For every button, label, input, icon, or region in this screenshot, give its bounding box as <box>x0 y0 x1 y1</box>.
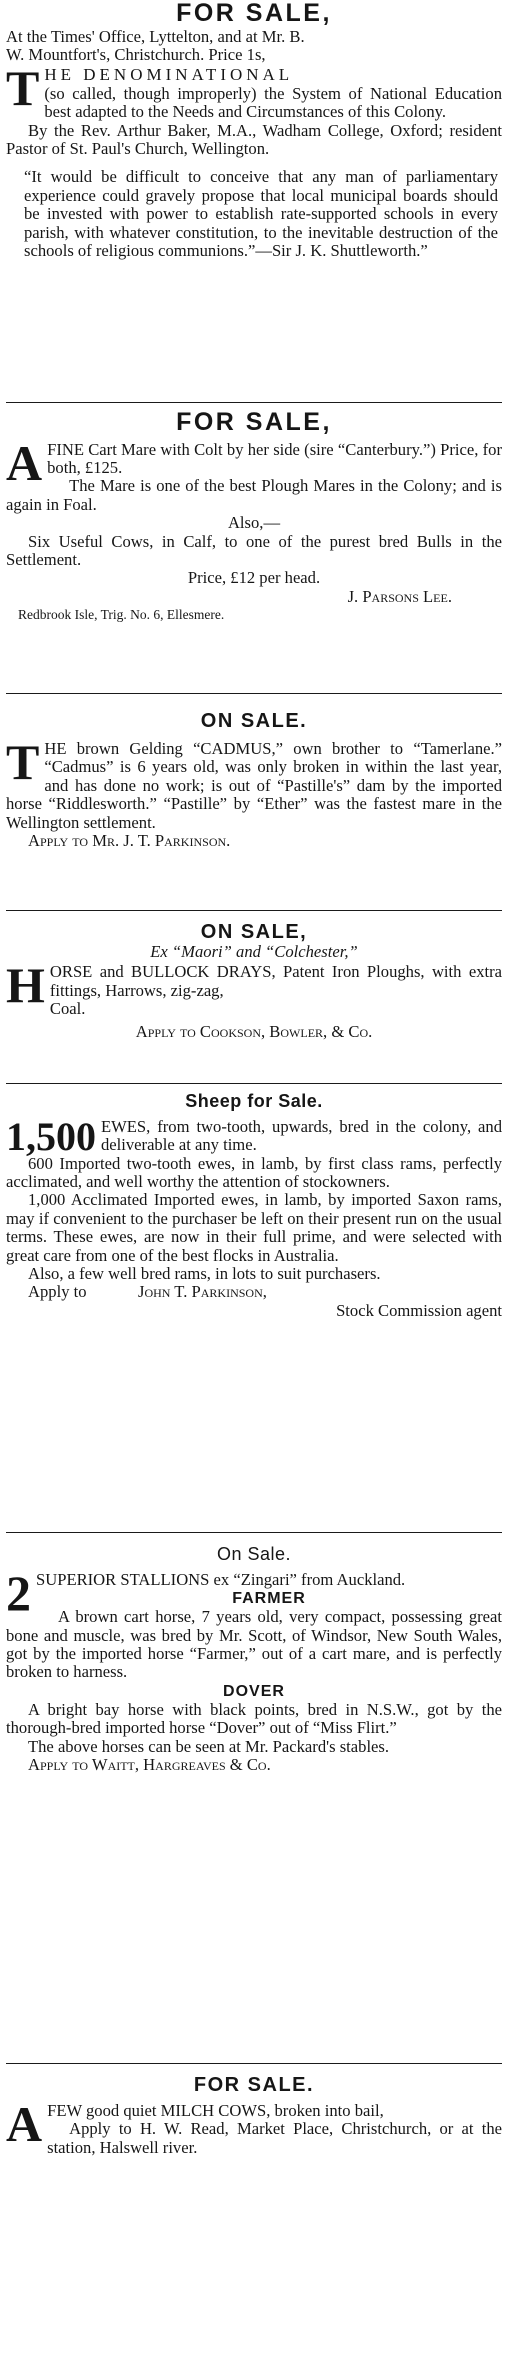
ad-apply: Apply to Waitt, Hargreaves & Co. <box>28 1755 271 1775</box>
ad-heading: FOR SALE. <box>193 2074 315 2096</box>
big-number: 1,500 <box>6 1113 96 1159</box>
ad-coal: Coal. <box>49 999 86 1019</box>
ad-apply: Apply to Mr. J. T. Parkinson. <box>28 831 231 851</box>
ad-drop-block <box>6 1113 502 1159</box>
ad-quote: “It would be difficult to conceive that any man of parliamentary experience could gravely propose that local municipal boards should be invested with power to establish rate-supported schools in every parish, with whatever constitution, to the inevitable destruction of the schools of religious communions.”—Sir J. K. Shuttleworth.” <box>24 167 498 260</box>
drop-cap: A <box>6 434 43 491</box>
ad-ex: Ex “Maori” and “Colchester,” <box>150 942 358 961</box>
ad-body: EWES, from two-tooth, upwards, bred in the colony, and deliverable at any time. <box>101 1116 502 1155</box>
ad-heading: ON SALE. <box>200 710 308 732</box>
ad-milch-cows <box>6 2064 502 2344</box>
horse-name: FARMER <box>232 1590 306 1608</box>
ad-para: The above horses can be seen at Mr. Packard's stables. <box>28 1736 390 1756</box>
ad-cart-mare <box>6 403 502 693</box>
ad-body: HE brown Gelding “CADMUS,” own brother to “Tamerlane.” “Cadmus” is 6 years old, was only broken in within the last year, and has done no work; is out of “Pastille's” dam by the imported horse “Riddlesworth.” “Pastille” by “Ether” was the fastest mare in the Wellington settlement. <box>6 739 502 832</box>
ad-apply-row <box>6 1283 502 1301</box>
ad-cows: Six Useful Cows, in Calf, to one of the purest bred Bulls in the Settlement. <box>6 531 502 569</box>
ad-apply: Apply to Cookson, Bowler, & Co. <box>135 1021 373 1041</box>
ad-body: FEW good quiet MILCH COWS, broken into bail, <box>47 2101 384 2120</box>
ad-para: Also, a few well bred rams, in lots to suit purchasers. <box>28 1264 381 1284</box>
ad-title: HE DENOMINATIONAL <box>44 65 294 85</box>
ad-para: A bright bay horse with black points, bred in N.S.W., got by the thorough-bred imported horse “Dover” out of “Miss Flirt.” <box>6 1699 502 1738</box>
ad-heading: FOR SALE, <box>176 408 332 436</box>
ad-para: 600 Imported two-tooth ewes, in lamb, by first class rams, perfectly acclimated, and well worthy the attention of stockowners. <box>6 1153 502 1192</box>
drop-cap: T <box>6 734 40 790</box>
ad-denominational <box>6 0 502 402</box>
ad-drop-block <box>6 60 502 122</box>
ad-heading: ON SALE, <box>200 921 308 943</box>
horse-name: DOVER <box>223 1682 285 1700</box>
ad-signature: J. Parsons Lee. <box>347 586 452 606</box>
ad-drays <box>6 911 502 1083</box>
ad-line: W. Mountfort's, Christchurch. Price 1s, <box>6 44 266 64</box>
ad-body: (so called, though improperly) the System of National Education best adapted to the Needs and Circumstances of this Colony. <box>44 83 502 122</box>
ad-sheep <box>6 1084 502 1532</box>
ad-drop-block <box>6 734 502 832</box>
ad-author: By the Rev. Arthur Baker, M.A., Wadham College, Oxford; resident Pastor of St. Paul's Church, Wellington. <box>6 120 502 158</box>
ad-body: FINE Cart Mare with Colt by her side (sire “Canterbury.”) Price, for both, £125. <box>47 439 502 477</box>
ad-name: John T. Parkinson, <box>138 1282 267 1302</box>
drop-cap: T <box>6 60 40 117</box>
ad-address: Redbrook Isle, Trig. No. 6, Ellesmere. <box>18 607 225 623</box>
ad-cadmus <box>6 694 502 910</box>
ad-body: SUPERIOR STALLIONS ex “Zingari” from Auckland. <box>36 1569 406 1589</box>
ad-heading: FOR SALE, <box>176 0 332 27</box>
drop-cap: H <box>6 957 45 1014</box>
ad-role: Stock Commission agent <box>336 1300 502 1320</box>
ad-line: The Mare is one of the best Plough Mares in the Colony; and is again in Foal. <box>6 476 502 514</box>
ad-heading: On Sale. <box>216 1544 292 1564</box>
ad-heading: Sheep for Sale. <box>185 1091 323 1111</box>
ad-apply: Apply to <box>28 1282 87 1302</box>
ad-also: Also,— <box>227 513 281 533</box>
ad-para: A brown cart horse, 7 years old, very compact, possessing great bone and muscle, was bred by Mr. Scott, of Windsor, New South Wales, got by the imported horse “Farmer,” out of a cart mare, and is perfectly broken to harness. <box>6 1607 502 1682</box>
ad-price: Price, £12 per head. <box>187 568 321 588</box>
drop-cap: A <box>6 2096 43 2152</box>
ad-drop-block <box>6 434 502 491</box>
ad-body: ORSE and BULLOCK DRAYS, Patent Iron Ploughs, with extra fittings, Harrows, zig-zag, <box>49 962 502 1000</box>
ad-line: At the Times' Office, Lyttelton, and at Mr. B. <box>6 26 305 46</box>
drop-cap: 2 <box>6 1564 31 1621</box>
ad-stallions <box>6 1533 502 2063</box>
ad-apply: Apply to H. W. Read, Market Place, Christchurch, or at the station, Halswell river. <box>47 2119 502 2157</box>
ad-para: 1,000 Acclimated Imported ewes, in lamb, by imported Saxon rams, may if convenient to the purchaser be left on their present run on the usual terms. These ewes, are now in their full prime, and were selected with great care from one of the best flocks in Australia. <box>6 1190 502 1265</box>
